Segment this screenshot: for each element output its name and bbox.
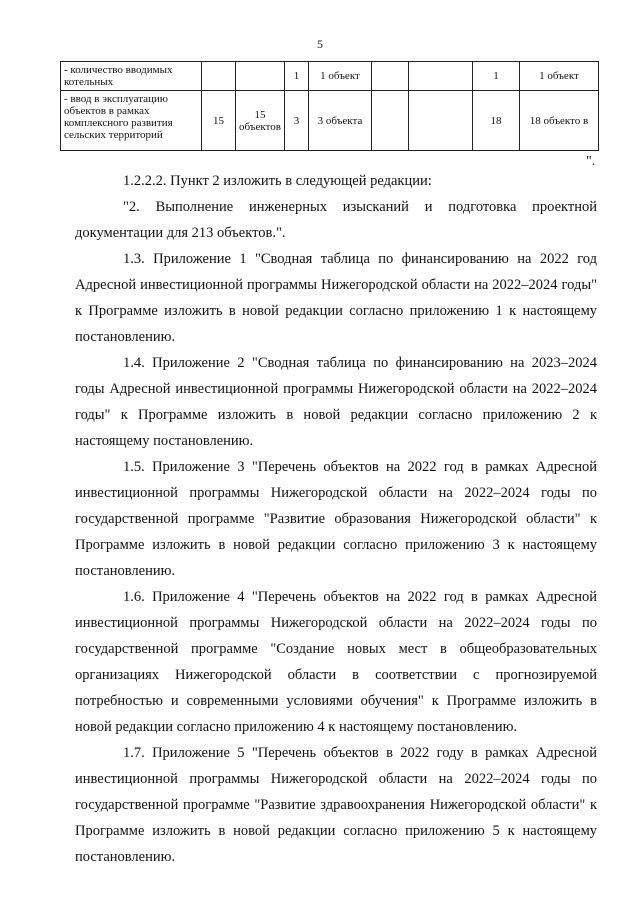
table-cell: 18 (473, 91, 520, 151)
table-cell: 18 объекто в (520, 91, 599, 151)
table-cell: 3 объекта (309, 91, 372, 151)
table-cell: 1 (473, 62, 520, 91)
table-cell-label: - ввод в эксплуатацию объектов в рамках комплексного развития сельских территорий (61, 91, 202, 151)
table-cell (409, 62, 473, 91)
page-number: 5 (317, 37, 323, 51)
paragraph: 1.3. Приложение 1 "Сводная таблица по финансированию на 2022 год Адресной инвестиционной программы Нижегородской области на 2022–2024 годы" к Программе изложить в новой редакции согласно приложению 1 к настоящему постановлению. (75, 251, 597, 345)
table-cell: 1 объект (520, 62, 599, 91)
table-cell (372, 62, 409, 91)
table-cell-label: - количество вводимых котельных (61, 62, 202, 91)
paragraph: 1.4. Приложение 2 "Сводная таблица по финансированию на 2023–2024 годы Адресной инвестиционной программы Нижегородской области на 2022–2024 годы" к Программе изложить в новой редакции согласно приложению 2 к настоящему постановлению. (75, 355, 597, 449)
table-cell: 15 объектов (236, 91, 285, 151)
paragraph: 1.2.2.2. Пункт 2 изложить в следующей редакции: (123, 173, 432, 189)
table-row (61, 91, 599, 151)
table-cell (236, 62, 285, 91)
table-row (61, 62, 599, 91)
table-cell: 3 (285, 91, 309, 151)
document-body (75, 168, 597, 870)
paragraph: 1.7. Приложение 5 "Перечень объектов в 2022 году в рамках Адресной инвестиционной программы Нижегородской области на 2022–2024 годы по государственной программе "Развитие здравоохранения Нижегородской области" к Программе изложить в новой редакции согласно приложению 5 к настоящему постановлению. (75, 745, 597, 865)
table-cell: 1 объект (309, 62, 372, 91)
table-cell (202, 62, 236, 91)
paragraph: "2. Выполнение инженерных изысканий и подготовка проектной документации для 213 объектов.". (75, 199, 597, 241)
paragraph: 1.6. Приложение 4 "Перечень объектов на 2022 год в рамках Адресной инвестиционной программы Нижегородской области на 2022–2024 годы по государственной программе "Создание новых мест в общеобразовательных организациях Нижегородской области в соответствии с прогнозируемой потребностью и современными условиями обучения" к Программе изложить в новой редакции согласно приложению 4 к настоящему постановлению. (75, 589, 597, 735)
table-cell (409, 91, 473, 151)
paragraph: 1.5. Приложение 3 "Перечень объектов на 2022 год в рамках Адресной инвестиционной программы Нижегородской области на 2022–2024 годы по государственной программе "Развитие образования Нижегородской области" к Программе изложить в новой редакции согласно приложению 3 к настоящему постановлению. (75, 459, 597, 579)
program-table (60, 61, 599, 151)
table-cell (372, 91, 409, 151)
table-cell: 1 (285, 62, 309, 91)
table-cell: 15 (202, 91, 236, 151)
closing-quote: ". (586, 154, 596, 169)
